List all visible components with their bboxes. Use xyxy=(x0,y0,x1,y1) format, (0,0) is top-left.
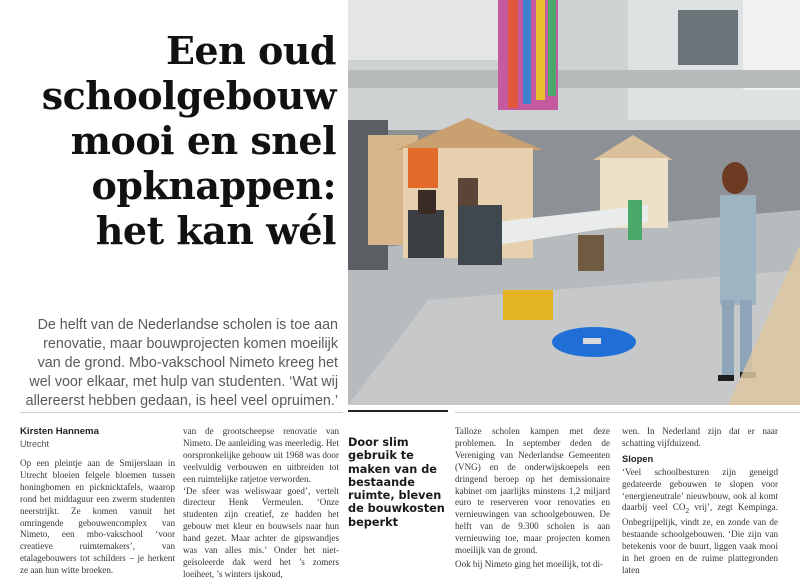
paragraph-part: ‘Veel schoolbesturen zijn geneigd gedateerde gebouwen te slopen voor ‘energieneutrale’ nieuwbouw, ook al komt daarbij veel CO xyxy=(622,466,778,513)
paragraph: wen. In Nederland zijn dat er naar schatting vijfduizend. xyxy=(622,426,778,448)
body-column-4 xyxy=(622,426,778,577)
column-rule xyxy=(20,412,343,413)
intro-line: De helft van de Nederlandse scholen is toe aan xyxy=(37,317,338,333)
headline-line: Een oud xyxy=(165,28,336,73)
paragraph: van de grootscheepse renovatie van Nimeto. De aanleiding was meerledig. Het oorspronkelijke gebouw uit 1968 was door veelvuldig verbouwen en uitbreiden tot een ruimtelijke ratjetoe verworden. xyxy=(183,426,339,484)
school-interior-photo xyxy=(348,0,800,405)
intro-paragraph xyxy=(12,316,338,411)
headline-line: het kan wél xyxy=(95,208,336,253)
intro-line: van de grond. Mbo-vakschool Nimeto kreeg het xyxy=(37,355,338,371)
co2-subscript: 2 xyxy=(685,506,690,516)
body-column-2 xyxy=(183,426,339,581)
paragraph-part: vrij’, zegt Kempinga. Onbegrijpelijk, vindt ze, en zonde van de bestaande schoolgebouwen. ‘Die zijn van betekenis voor de buurt, liggen vaak mooi in het groen en de ruime plattegronden laten xyxy=(622,502,778,575)
intro-line: allereerst hebben gedaan, is heel veel opruimen.’ xyxy=(25,393,338,409)
body-column-1 xyxy=(20,426,175,577)
paragraph: ‘De sfeer was weliswaar goed’, vertelt directeur Henk Vermeulen. ‘Onze studenten zijn creatief, ze hadden het gebouw met kleur en bouwsels naar hun hand gezet. Maar achter de gipswandjes was van alles mis.’ Onder het niet-geïsoleerde dak werd het ’s zomers loeiheet, ’s winters ijskoud, xyxy=(183,485,339,579)
pull-quote-line: maken van de xyxy=(348,462,437,476)
body-column-3 xyxy=(455,426,610,571)
paragraph: Op een pleintje aan de Smijerslaan in Utrecht bloeien felgele bloemen tussen honingbomen en picknicktafels, waarop rond het middaguur een zwerm studenten neerstrijkt. Ze komen vanuit het omringende gebouwencomplex van Nimeto, een mbo-vakschool ‘voor creatieve ruimtemakers’, van etalagebouwers tot schilders – je herkent ze aan hun witte broeken. xyxy=(20,458,175,576)
intro-line: renovatie, maar bouwprojecten komen moeilijk xyxy=(43,336,338,352)
pull-quote xyxy=(348,410,448,529)
headline-line: opknappen: xyxy=(91,163,336,208)
subheading: Slopen xyxy=(622,452,654,464)
headline-line: schoolgebouw xyxy=(41,73,336,118)
byline-city: Utrecht xyxy=(20,439,50,449)
headline xyxy=(18,28,336,253)
pull-quote-line: ruimte, bleven xyxy=(348,489,442,503)
pull-quote-line: Door slim xyxy=(348,436,409,449)
headline-line: mooi en snel xyxy=(70,118,336,163)
paragraph xyxy=(622,467,778,577)
pull-quote-line: beperkt xyxy=(348,515,398,529)
paragraph: Talloze scholen kampen met deze problemen. In september deden de Vereniging van Nederlandse Gemeenten (VNG) en de onderwijskoepels een dringend beroep op het demissionaire kabinet om jaarlijks minstens 1,2 miljard euro te reserveren voor renovaties en vernieuwingen van schoolgebouwen. De helft van de 9.300 scholen is aan vernieuwing toe, maar projecten komen moeilijk van de grond. xyxy=(455,426,610,556)
pull-quote-line: gebruik te xyxy=(348,449,414,463)
byline-author: Kirsten Hannema xyxy=(20,426,99,437)
paragraph: Ook bij Nimeto ging het moeilijk, tot di- xyxy=(455,558,604,569)
photo-illustration xyxy=(348,0,800,405)
column-rule xyxy=(455,412,800,413)
pull-quote-line: bestaande xyxy=(348,475,415,489)
pull-quote-line: de bouwkosten xyxy=(348,502,445,516)
intro-line: wel voor elkaar, met hulp van studenten. ‘Wat wij xyxy=(29,374,338,390)
